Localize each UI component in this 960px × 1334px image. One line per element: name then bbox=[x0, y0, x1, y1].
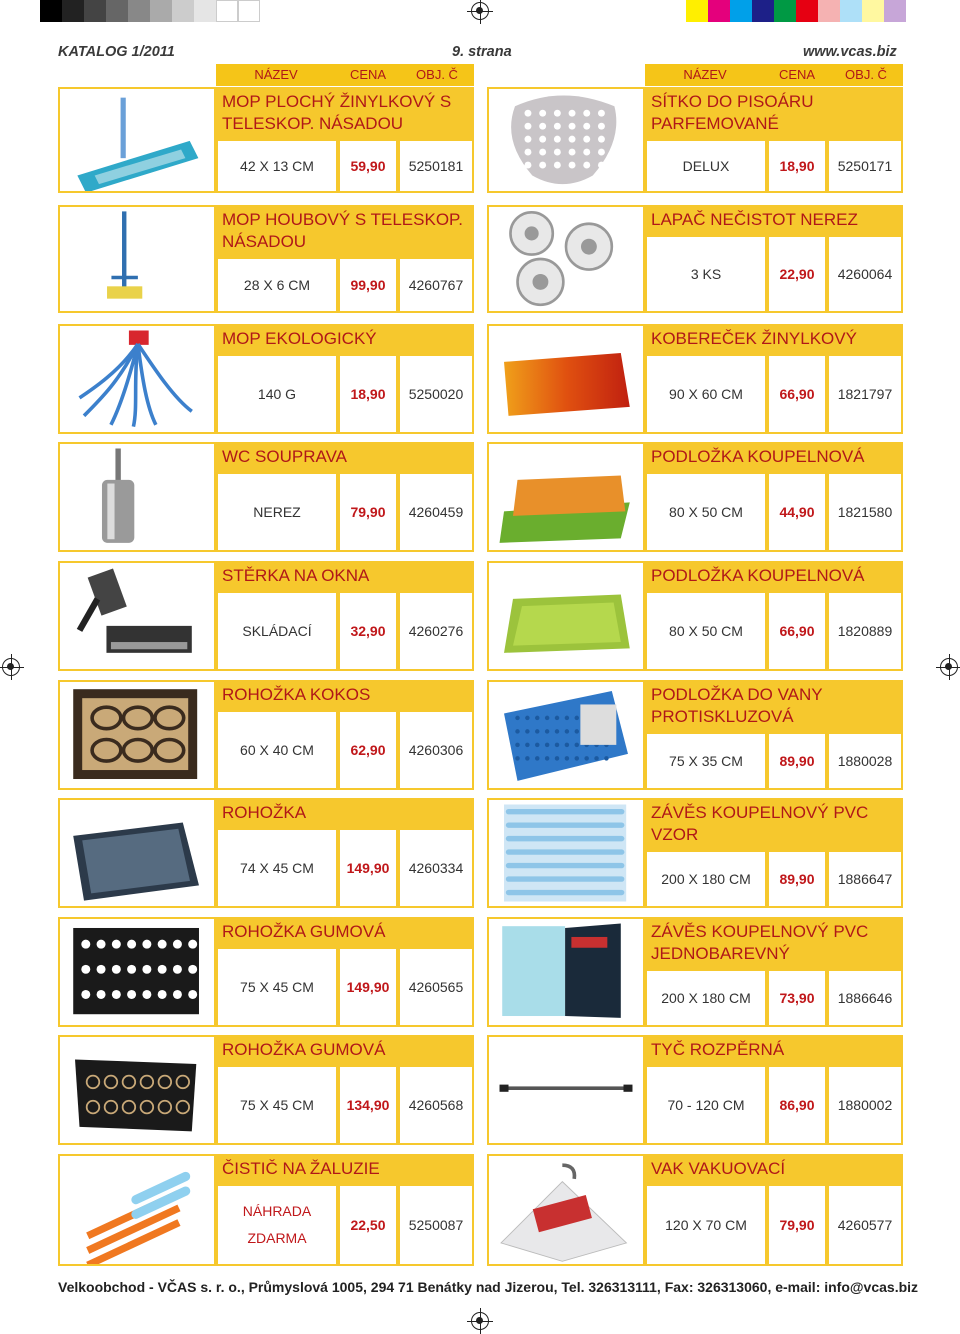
product-title: ZÁVĚS KOUPELNOVÝ PVC VZOR bbox=[651, 803, 869, 844]
product-image bbox=[58, 561, 216, 671]
product-title-box bbox=[645, 1035, 903, 1065]
doormat-icon bbox=[60, 800, 214, 906]
product-price: 86,90 bbox=[767, 1065, 827, 1145]
product-price: 134,90 bbox=[338, 1065, 398, 1145]
product-image bbox=[487, 561, 645, 671]
product-title-box bbox=[645, 680, 903, 732]
product-size: 80 X 50 CM bbox=[645, 591, 767, 671]
product-price: 66,90 bbox=[767, 591, 827, 671]
product-values-row bbox=[216, 828, 474, 908]
shower-curtain-icon bbox=[489, 800, 643, 906]
product-title: PODLOŽKA DO VANY PROTISKLUZOVÁ bbox=[651, 685, 823, 726]
product-values-row bbox=[216, 1065, 474, 1145]
product-image bbox=[58, 1035, 216, 1145]
product-title-box bbox=[645, 87, 903, 139]
product-order-code: 5250020 bbox=[398, 354, 474, 434]
product-title-box bbox=[216, 442, 474, 472]
product-order-code: 4260767 bbox=[398, 257, 474, 313]
product-size: 120 X 70 CM bbox=[645, 1184, 767, 1266]
product-size: 3 KS bbox=[645, 235, 767, 313]
product-size: 200 X 180 CM bbox=[645, 969, 767, 1027]
string-mop-icon bbox=[60, 326, 214, 432]
column-order-no: OBJ. Č bbox=[845, 67, 887, 82]
product-image bbox=[58, 917, 216, 1027]
product-values-row bbox=[645, 354, 903, 434]
registration-mark-top bbox=[471, 2, 489, 20]
product-order-code: 5250171 bbox=[827, 139, 903, 193]
bath-mat-green-icon bbox=[489, 563, 643, 669]
product-price: 89,90 bbox=[767, 850, 827, 908]
product-title-box bbox=[216, 205, 474, 257]
registration-mark-right bbox=[940, 658, 958, 676]
product-price: 149,90 bbox=[338, 828, 398, 908]
product-values-row bbox=[645, 591, 903, 671]
product-title: ZÁVĚS KOUPELNOVÝ PVC JEDNOBAREVNÝ bbox=[651, 922, 869, 963]
product-image bbox=[58, 87, 216, 193]
product-size: 60 X 40 CM bbox=[216, 710, 338, 790]
product-price: 89,90 bbox=[767, 732, 827, 790]
product-size: NÁHRADA ZDARMA bbox=[216, 1184, 338, 1266]
product-title: MOP HOUBOVÝ S TELESKOP. NÁSADOU bbox=[222, 210, 463, 251]
product-size: 42 X 13 CM bbox=[216, 139, 338, 193]
product-price: 22,90 bbox=[767, 235, 827, 313]
product-title-box bbox=[645, 205, 903, 235]
product-price: 79,90 bbox=[338, 472, 398, 552]
column-order-no: OBJ. Č bbox=[416, 67, 458, 82]
product-price: 62,90 bbox=[338, 710, 398, 790]
product-order-code: 4260276 bbox=[398, 591, 474, 671]
product-size: 74 X 45 CM bbox=[216, 828, 338, 908]
chenille-rug-icon bbox=[489, 326, 643, 432]
product-order-code: 4260064 bbox=[827, 235, 903, 313]
product-price: 22,50 bbox=[338, 1184, 398, 1266]
product-order-code: 1886646 bbox=[827, 969, 903, 1027]
product-title: ROHOŽKA GUMOVÁ bbox=[222, 922, 386, 941]
footer-contact: Velkoobchod - VČAS s. r. o., Průmyslová 1005, 294 71 Benátky nad Jizerou, Tel. 326313111, Fax: 326313060, e-mail: info@vcas.biz bbox=[58, 1279, 919, 1295]
product-image bbox=[487, 87, 645, 193]
product-price: 32,90 bbox=[338, 591, 398, 671]
product-size: NEREZ bbox=[216, 472, 338, 552]
product-size: 200 X 180 CM bbox=[645, 850, 767, 908]
product-values-row bbox=[645, 1184, 903, 1266]
column-name: NÁZEV bbox=[683, 67, 727, 82]
product-values-row bbox=[645, 139, 903, 193]
product-image bbox=[487, 798, 645, 908]
product-values-row bbox=[645, 732, 903, 790]
product-values-row bbox=[216, 591, 474, 671]
product-order-code: 5250181 bbox=[398, 139, 474, 193]
column-price: CENA bbox=[778, 67, 816, 82]
product-image bbox=[58, 798, 216, 908]
product-price: 73,90 bbox=[767, 969, 827, 1027]
page-number: 9. strana bbox=[452, 44, 512, 60]
sponge-mop-icon bbox=[60, 207, 214, 311]
product-title: PODLOŽKA KOUPELNOVÁ bbox=[651, 566, 865, 585]
product-order-code: 4260306 bbox=[398, 710, 474, 790]
product-values-row bbox=[645, 969, 903, 1027]
product-values-row bbox=[216, 257, 474, 313]
product-size: 28 X 6 CM bbox=[216, 257, 338, 313]
product-image bbox=[487, 1035, 645, 1145]
product-size: DELUX bbox=[645, 139, 767, 193]
product-title: LAPAČ NEČISTOT NEREZ bbox=[651, 210, 858, 229]
product-image bbox=[58, 680, 216, 790]
product-order-code: 4260334 bbox=[398, 828, 474, 908]
non-slip-mat-icon bbox=[489, 682, 643, 788]
product-order-code: 1880002 bbox=[827, 1065, 903, 1145]
product-title-box bbox=[216, 798, 474, 828]
flat-mop-icon bbox=[60, 89, 214, 191]
product-title-box bbox=[216, 680, 474, 710]
product-title: ČISTIČ NA ŽALUZIE bbox=[222, 1159, 380, 1178]
toilet-brush-icon bbox=[60, 444, 214, 550]
product-order-code: 1821797 bbox=[827, 354, 903, 434]
product-order-code: 1820889 bbox=[827, 591, 903, 671]
product-values-row bbox=[216, 139, 474, 193]
product-title-box bbox=[645, 917, 903, 969]
product-size: 140 G bbox=[216, 354, 338, 434]
product-image bbox=[487, 917, 645, 1027]
product-title: MOP PLOCHÝ ŽINYLKOVÝ S TELESKOP. NÁSADOU bbox=[222, 92, 452, 133]
product-price: 149,90 bbox=[338, 947, 398, 1027]
product-values-row bbox=[645, 1065, 903, 1145]
product-values-row bbox=[216, 947, 474, 1027]
product-title-box bbox=[645, 324, 903, 354]
product-values-row bbox=[216, 472, 474, 552]
product-price: 59,90 bbox=[338, 139, 398, 193]
column-header-left bbox=[216, 64, 474, 86]
product-title-box bbox=[645, 442, 903, 472]
coir-mat-icon bbox=[60, 682, 214, 788]
product-title-box bbox=[216, 1154, 474, 1184]
product-values-row bbox=[645, 472, 903, 552]
product-size: 80 X 50 CM bbox=[645, 472, 767, 552]
product-title-box bbox=[216, 561, 474, 591]
product-title-box bbox=[645, 561, 903, 591]
product-order-code: 1821580 bbox=[827, 472, 903, 552]
product-order-code: 5250087 bbox=[398, 1184, 474, 1266]
product-order-code: 4260577 bbox=[827, 1184, 903, 1266]
product-price: 18,90 bbox=[767, 139, 827, 193]
product-values-row bbox=[216, 354, 474, 434]
product-values-row bbox=[216, 710, 474, 790]
column-price: CENA bbox=[349, 67, 387, 82]
column-name: NÁZEV bbox=[254, 67, 298, 82]
product-order-code: 4260565 bbox=[398, 947, 474, 1027]
bath-mat-icon bbox=[489, 444, 643, 550]
product-order-code: 1886647 bbox=[827, 850, 903, 908]
product-size: 75 X 45 CM bbox=[216, 1065, 338, 1145]
registration-mark-left bbox=[2, 658, 20, 676]
product-price: 44,90 bbox=[767, 472, 827, 552]
product-title: MOP EKOLOGICKÝ bbox=[222, 329, 377, 348]
product-image bbox=[487, 1154, 645, 1266]
product-size: 75 X 45 CM bbox=[216, 947, 338, 1027]
product-title: STĚRKA NA OKNA bbox=[222, 566, 370, 585]
column-header-right bbox=[645, 64, 903, 86]
product-order-code: 4260568 bbox=[398, 1065, 474, 1145]
product-title-box bbox=[645, 1154, 903, 1184]
product-image bbox=[58, 1154, 216, 1266]
tension-rod-icon bbox=[489, 1037, 643, 1143]
product-price: 18,90 bbox=[338, 354, 398, 434]
product-size: 70 - 120 CM bbox=[645, 1065, 767, 1145]
product-title-box bbox=[216, 324, 474, 354]
product-image bbox=[487, 680, 645, 790]
product-size: SKLÁDACÍ bbox=[216, 591, 338, 671]
product-size: 75 X 35 CM bbox=[645, 732, 767, 790]
urinal-screen-icon bbox=[489, 89, 643, 191]
product-title: VAK VAKUOVACÍ bbox=[651, 1159, 786, 1178]
product-values-row bbox=[645, 235, 903, 313]
product-price: 99,90 bbox=[338, 257, 398, 313]
product-values-row bbox=[645, 850, 903, 908]
blind-cleaner-icon bbox=[60, 1156, 214, 1264]
product-title: SÍTKO DO PISOÁRU PARFEMOVANÉ bbox=[651, 92, 814, 133]
window-squeegee-icon bbox=[60, 563, 214, 669]
rubber-mat-ornament-icon bbox=[60, 1037, 214, 1143]
product-size: 90 X 60 CM bbox=[645, 354, 767, 434]
product-image bbox=[58, 442, 216, 552]
sink-strainer-icon bbox=[489, 207, 643, 311]
product-order-code: 4260459 bbox=[398, 472, 474, 552]
product-order-code: 1880028 bbox=[827, 732, 903, 790]
website: www.vcas.biz bbox=[803, 44, 897, 60]
product-image bbox=[487, 324, 645, 434]
product-title: TYČ ROZPĚRNÁ bbox=[651, 1040, 785, 1059]
product-values-row bbox=[216, 1184, 474, 1266]
product-title: ROHOŽKA KOKOS bbox=[222, 685, 371, 704]
product-image bbox=[487, 442, 645, 552]
shower-curtain-plain-icon bbox=[489, 919, 643, 1025]
product-title-box bbox=[216, 1035, 474, 1065]
product-price: 79,90 bbox=[767, 1184, 827, 1266]
product-price: 66,90 bbox=[767, 354, 827, 434]
catalog-label: KATALOG 1/2011 bbox=[58, 44, 175, 60]
product-image bbox=[58, 324, 216, 434]
product-title: KOBEREČEK ŽINYLKOVÝ bbox=[651, 329, 857, 348]
product-title-box bbox=[645, 798, 903, 850]
product-title-box bbox=[216, 87, 474, 139]
product-title: ROHOŽKA bbox=[222, 803, 307, 822]
product-image bbox=[58, 205, 216, 313]
rubber-mat-icon bbox=[60, 919, 214, 1025]
product-title: WC SOUPRAVA bbox=[222, 447, 347, 466]
product-title-box bbox=[216, 917, 474, 947]
vacuum-bag-icon bbox=[489, 1156, 643, 1264]
product-image bbox=[487, 205, 645, 313]
registration-mark-bottom bbox=[471, 1312, 489, 1330]
product-title: PODLOŽKA KOUPELNOVÁ bbox=[651, 447, 865, 466]
product-title: ROHOŽKA GUMOVÁ bbox=[222, 1040, 386, 1059]
